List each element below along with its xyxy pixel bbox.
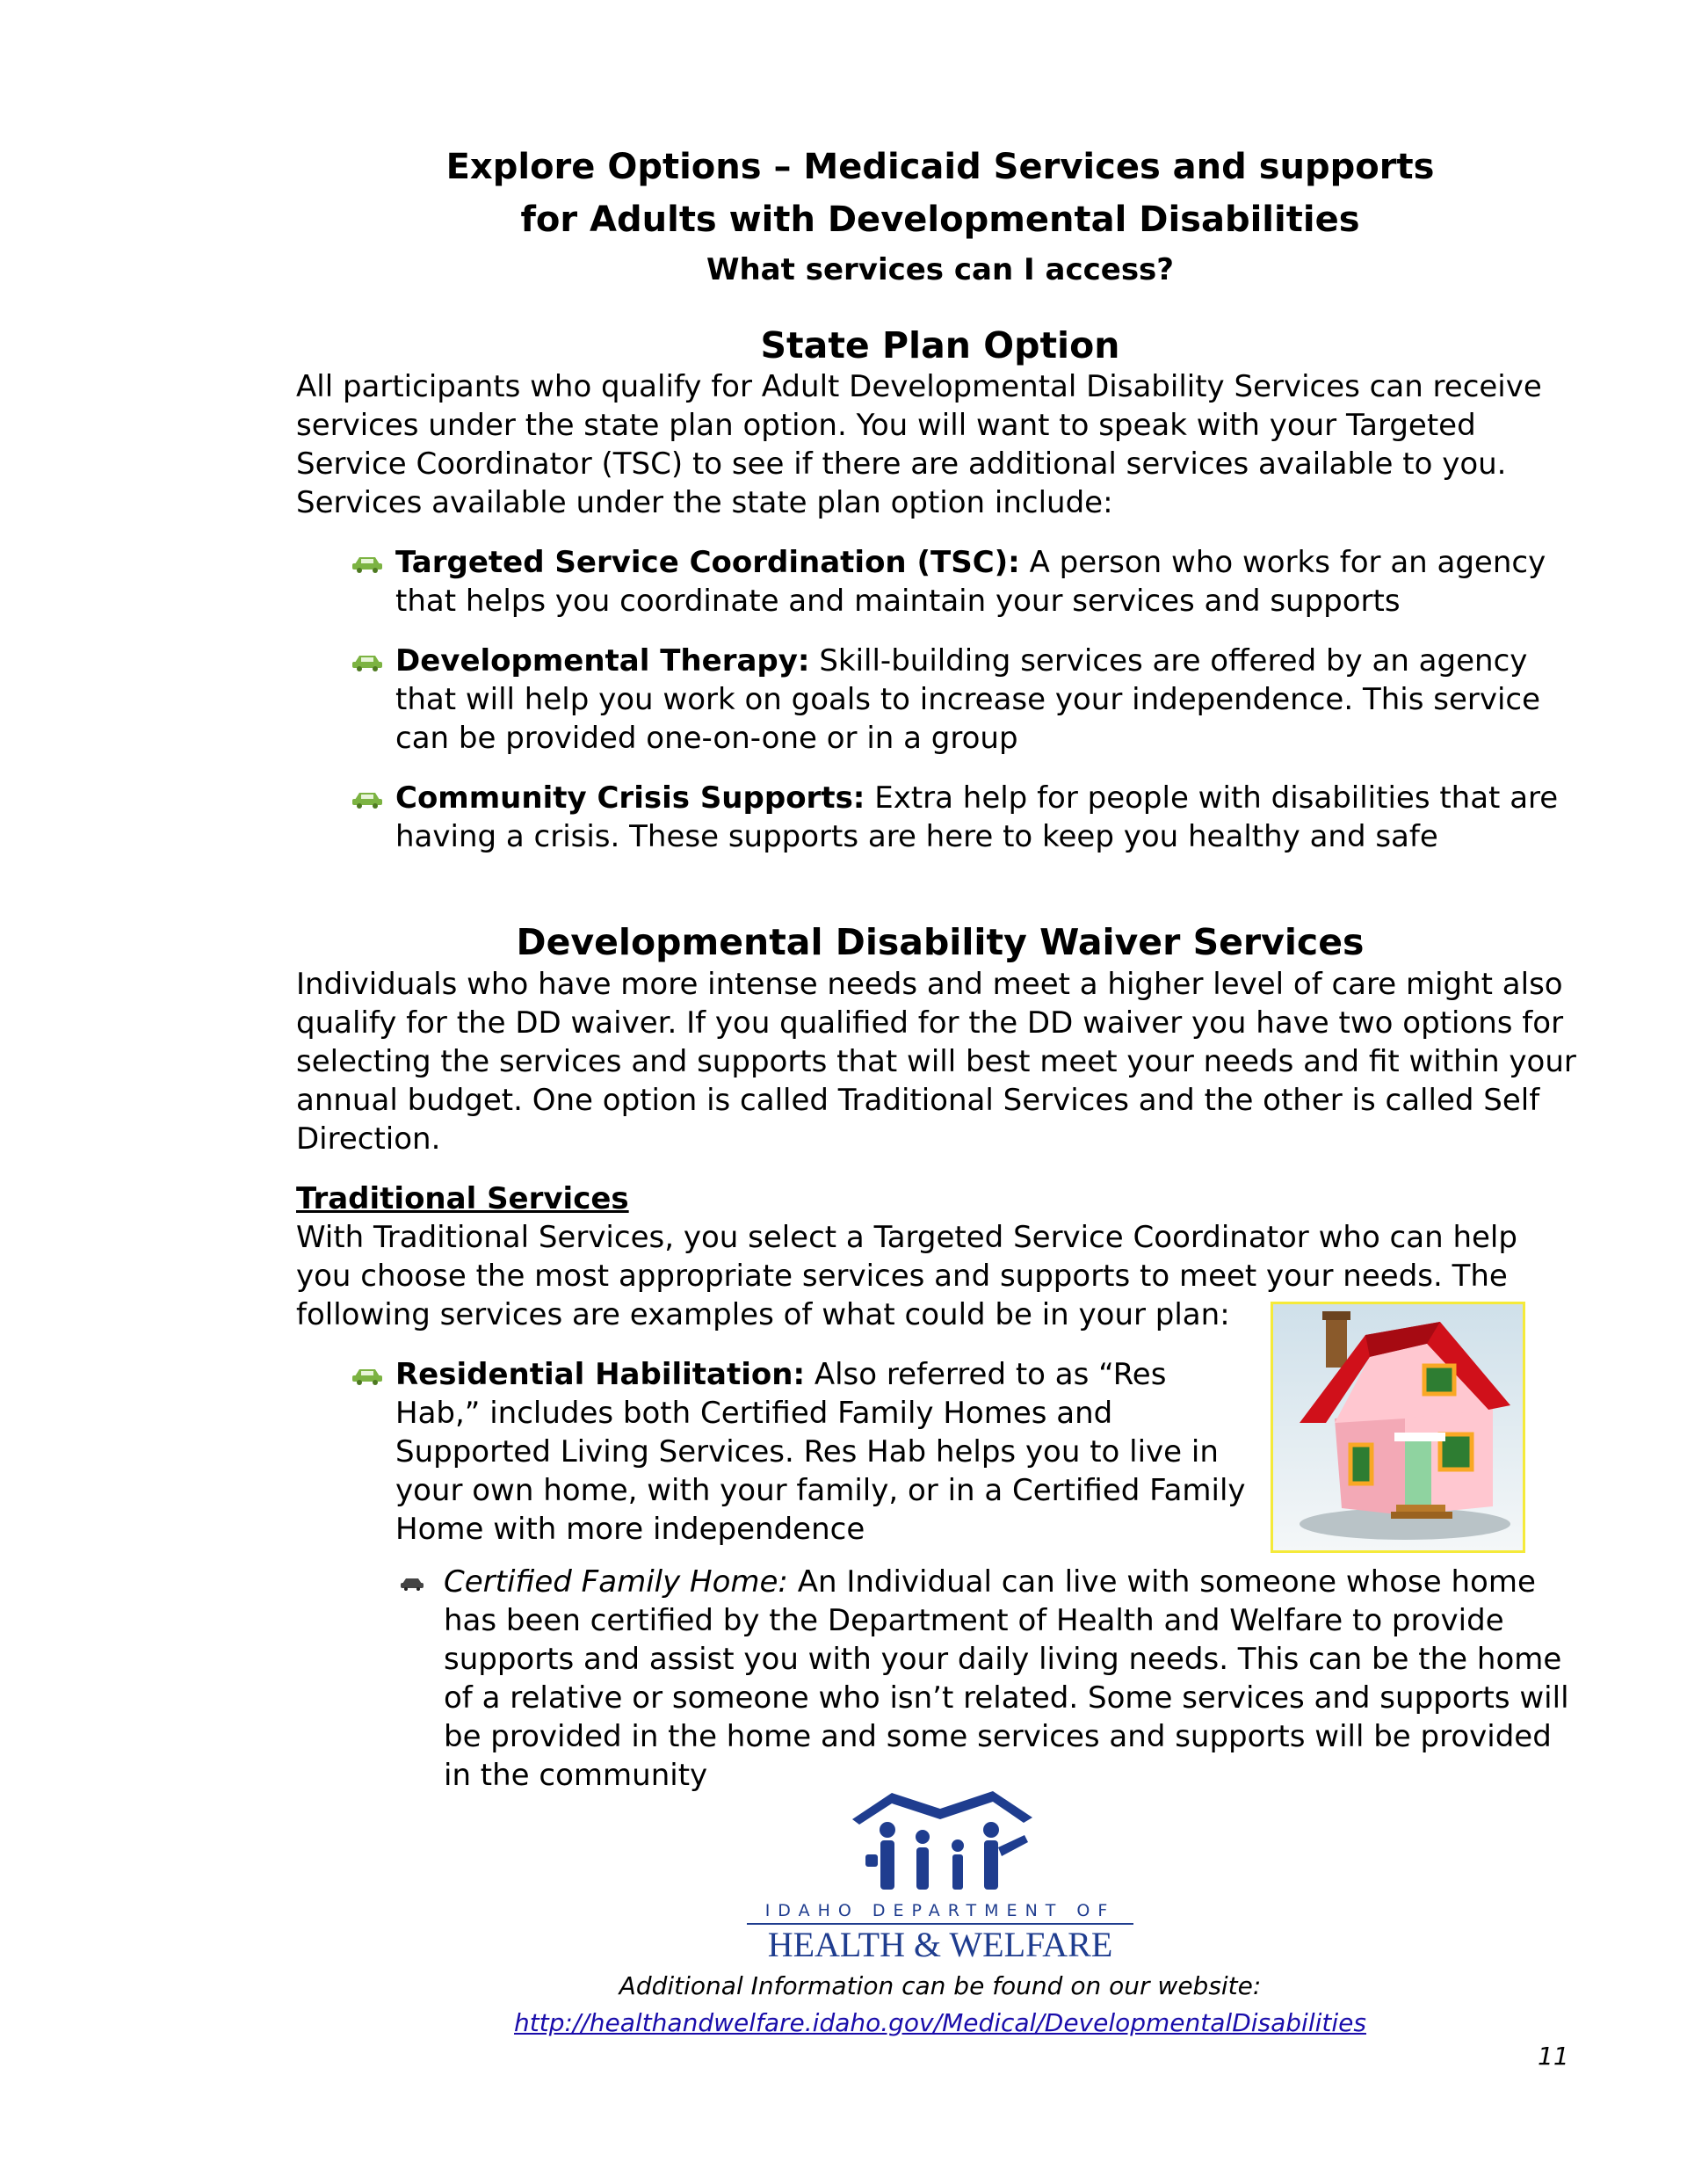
idhw-logo (738, 1784, 1142, 1969)
state-plan-heading: State Plan Option (760, 324, 1120, 366)
house-image (1271, 1302, 1525, 1553)
item-text: Skill-building services are offered by an agency that will help you work on goals to increase your independence. This service can be provided one-on-one or in a group (395, 643, 1541, 756)
waiver-heading: Developmental Disability Waiver Services (516, 921, 1365, 963)
item-term: Certified Family Home: (444, 1564, 788, 1600)
title-block (290, 141, 1590, 294)
footer-info: Additional Information can be found on our website: (619, 1971, 1262, 2000)
item-text: Extra help for people with disabilities that are having a crisis. These supports are here to keep you healthy and safe (395, 780, 1559, 854)
traditional-services-heading: Traditional Services (296, 1181, 629, 1216)
car-bullet-icon (351, 650, 383, 671)
footer-link-line (290, 2006, 1590, 2041)
car-bullet-icon (351, 787, 383, 809)
website-link[interactable]: http://healthandwelfare.idaho.gov/Medical/DevelopmentalDisabilities (514, 2008, 1366, 2037)
page-title-line-1: Explore Options – Medicaid Services and supports (445, 147, 1435, 187)
item-term: Developmental Therapy: (395, 643, 810, 678)
page-number: 11 (1538, 2042, 1569, 2071)
state-plan-list (351, 543, 1582, 877)
car-bullet-icon (351, 1364, 383, 1385)
list-item (351, 779, 1582, 856)
list-item (351, 1355, 1248, 1549)
family-logo-icon (738, 1784, 1142, 1969)
page-subtitle: What services can I access? (706, 252, 1175, 287)
waiver-intro: Individuals who have more intense needs and meet a higher level of care might also qualify for the DD waiver. If you qualified for the DD waiver you have two options for selecting the services and supports that will best meet your needs and fit within your annual budget. One option is called Traditional Services and the other is called Self Direction. (296, 967, 1576, 1157)
item-text: Also referred to as “Res Hab,” includes both Certified Family Homes and Supported Living Services. Res Hab helps you to live in your own home, with your family, or in a Certified Family Home with more independence (395, 1357, 1246, 1547)
logo-name-line: HEALTH & WELFARE (767, 1925, 1113, 1964)
item-term: Community Crisis Supports: (395, 780, 865, 816)
house-icon (1273, 1304, 1523, 1550)
traditional-intro: With Traditional Services, you select a Targeted Service Coordinator who can help you choose the most appropriate services and supports to meet your needs. The following services are examples of what could be in your plan: (296, 1220, 1517, 1332)
list-item (400, 1563, 1577, 1795)
logo-dept-line: IDAHO DEPARTMENT OF (764, 1901, 1116, 1920)
item-text: An Individual can live with someone whose home has been certified by the Department of Health and Welfare to provide supports and assist you with your daily living needs. This can be the home of a relative or someone who isn’t related. Some services and supports will be provided in the home and some services and supports will be provided in the community (444, 1564, 1569, 1793)
residential-sublist (400, 1563, 1577, 1795)
item-term: Targeted Service Coordination (TSC): (395, 545, 1020, 580)
state-plan-intro: All participants who qualify for Adult Developmental Disability Services can receive services under the state plan option. You will want to speak with your Targeted Service Coordinator (TSC) to see if there are additional services available to you. Services available under the state plan option include: (296, 369, 1542, 520)
car-bullet-icon (351, 552, 383, 573)
item-text: A person who works for an agency that helps you coordinate and maintain your services and supports (395, 545, 1546, 619)
traditional-list (351, 1355, 1248, 1570)
list-item (351, 543, 1582, 620)
page-title-line-2: for Adults with Developmental Disabilities (520, 200, 1360, 240)
list-item (351, 642, 1582, 758)
car-subbullet-icon (400, 1575, 424, 1591)
item-term: Residential Habilitation: (395, 1357, 806, 1392)
